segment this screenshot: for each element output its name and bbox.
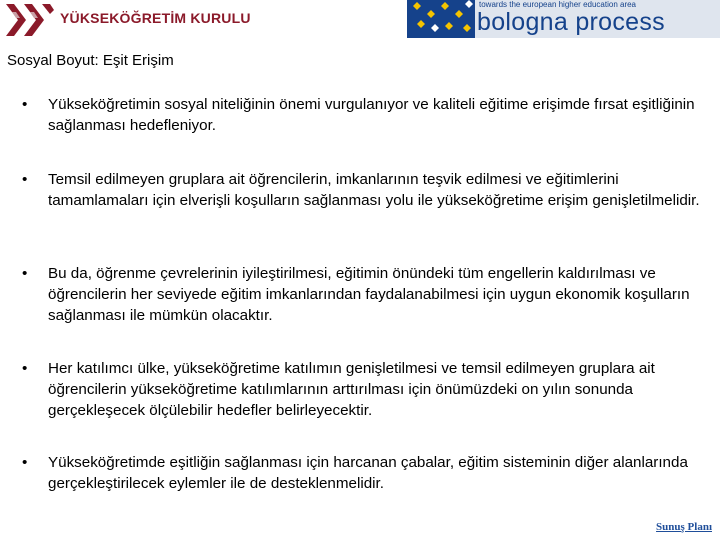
bullet-item	[22, 358, 716, 421]
bullet-dot: •	[22, 265, 28, 282]
sunus-plani-link[interactable]: Sunuş Planı	[656, 521, 712, 533]
slide-title: Sosyal Boyut: Eşit Erişim	[7, 52, 174, 69]
bullet-text: Her katılımcı ülke, yükseköğretime katılımın genişletilmesi ve temsil edilmeyen gruplara ait öğrencilerin yükseköğretime katılımlarının arttırılması için önümüzdeki on yılın sonunda gerçekleşecek ölçülebilir hedefler belirleyecektir.	[48, 360, 655, 419]
bologna-name: bologna process	[477, 8, 665, 36]
bologna-text-panel	[475, 0, 720, 38]
bologna-process-logo	[407, 0, 720, 38]
bullet-item	[22, 263, 716, 326]
yok-emblem-icon	[4, 2, 56, 38]
yok-logo	[4, 2, 251, 40]
bullet-dot: •	[22, 171, 28, 188]
bullet-text: Yükseköğretimin sosyal niteliğinin önemi vurgulanıyor ve kaliteli eğitime erişimde fırsat eşitliğinin sağlanması hedefleniyor.	[48, 96, 695, 134]
bullet-item	[22, 169, 716, 211]
bullet-dot: •	[22, 96, 28, 113]
bullet-dot: •	[22, 360, 28, 377]
bullet-dot: •	[22, 454, 28, 471]
header	[0, 0, 720, 48]
eu-stars-icon	[407, 0, 475, 38]
bullet-item	[22, 452, 716, 494]
bullet-text: Yükseköğretimde eşitliğin sağlanması için harcanan çabalar, eğitim sisteminin diğer alanlarında gerçekleştirilecek eylemler ile de desteklenmelidir.	[48, 454, 688, 492]
bullet-item	[22, 94, 716, 136]
org-name: YÜKSEKÖĞRETİM KURULU	[60, 10, 251, 26]
bullet-text: Temsil edilmeyen gruplara ait öğrencilerin, imkanlarının teşvik edilmesi ve eğitimlerini tamamlamaları için elverişli koşulların sağlanması yolu ile yükseköğretime erişim genişletilmelidir.	[48, 171, 700, 209]
bologna-tagline: towards the european higher education area	[479, 0, 636, 9]
bullet-text: Bu da, öğrenme çevrelerinin iyileştirilmesi, eğitimin önündeki tüm engellerin kaldırılması ve öğrencilerin her seviyede eğitim imkanlarından faydalanabilmesi için uygun ekonomik koşulların sağlanması ile mümkün olacaktır.	[48, 265, 690, 324]
